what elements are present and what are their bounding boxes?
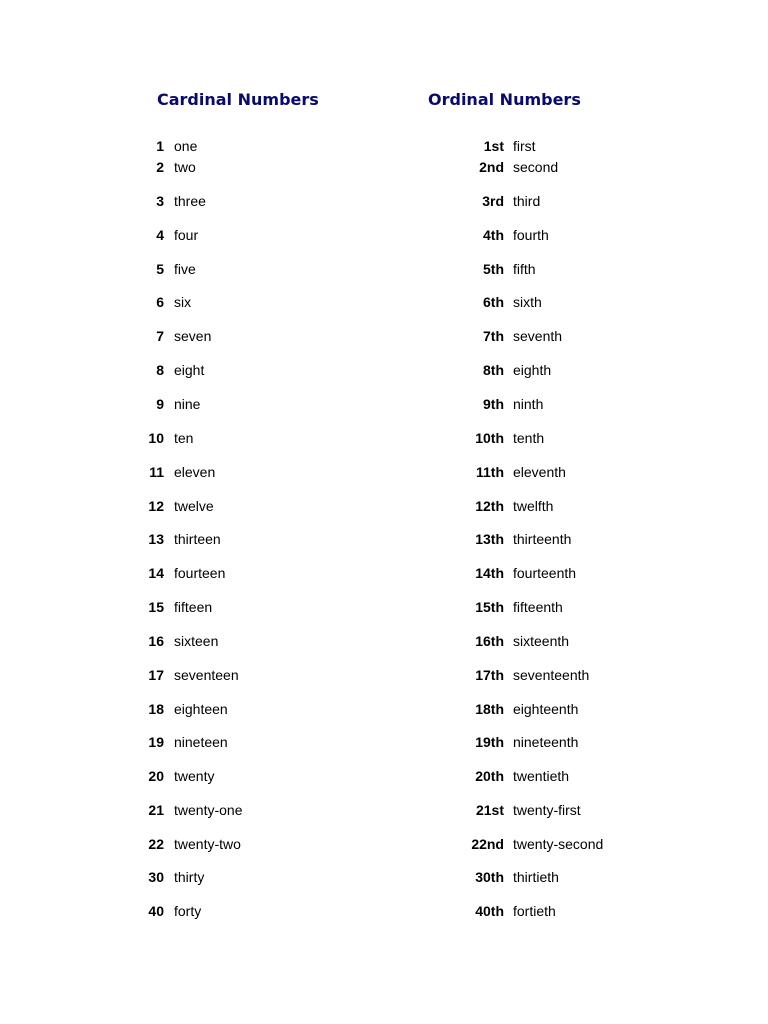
ordinal-word: fortieth	[513, 903, 556, 919]
ordinal-word: fourteenth	[513, 565, 577, 581]
ordinal-word: sixteenth	[513, 633, 570, 649]
ordinal-word: twelfth	[513, 498, 554, 514]
ordinal-number: 21st	[475, 802, 504, 818]
cardinal-number: 7	[156, 328, 164, 344]
cardinal-numbers-heading: Cardinal Numbers	[157, 90, 319, 109]
cardinal-word: four	[174, 227, 199, 243]
table-row	[0, 428, 768, 448]
cardinal-number: 10	[148, 430, 164, 446]
table-row	[0, 225, 768, 245]
ordinal-word: thirteenth	[513, 531, 572, 547]
ordinal-number: 5th	[483, 261, 504, 277]
table-row	[0, 766, 768, 786]
ordinal-word: twenty-second	[513, 836, 604, 852]
cardinal-word: five	[174, 261, 196, 277]
cardinal-number: 9	[156, 396, 164, 412]
cardinal-word: seven	[174, 328, 212, 344]
cardinal-word: six	[174, 294, 192, 310]
table-row	[0, 462, 768, 482]
ordinal-number: 14th	[475, 565, 504, 581]
cardinal-number: 13	[148, 531, 164, 547]
ordinal-word: fifth	[513, 261, 536, 277]
ordinal-number: 17th	[475, 667, 504, 683]
cardinal-word: thirteen	[174, 531, 221, 547]
cardinal-number: 19	[148, 734, 164, 750]
ordinal-number: 2nd	[479, 159, 504, 175]
ordinal-number: 40th	[475, 903, 504, 919]
ordinal-number: 19th	[475, 734, 504, 750]
ordinal-number: 1st	[483, 138, 504, 154]
ordinal-word: fifteenth	[513, 599, 563, 615]
table-row	[0, 394, 768, 414]
cardinal-number: 30	[148, 869, 164, 885]
cardinal-number: 21	[148, 802, 164, 818]
ordinal-number: 13th	[475, 531, 504, 547]
cardinal-word: forty	[174, 903, 202, 919]
table-row	[0, 597, 768, 617]
cardinal-word: thirty	[174, 869, 205, 885]
ordinal-word: thirtieth	[513, 869, 559, 885]
ordinal-number: 7th	[483, 328, 504, 344]
ordinal-word: twentieth	[513, 768, 570, 784]
cardinal-number: 16	[148, 633, 164, 649]
ordinal-word: third	[513, 193, 541, 209]
cardinal-word: nine	[174, 396, 201, 412]
table-row	[0, 732, 768, 752]
ordinal-number: 10th	[475, 430, 504, 446]
cardinal-number: 12	[148, 498, 164, 514]
cardinal-word: twenty	[174, 768, 215, 784]
ordinal-word: sixth	[513, 294, 542, 310]
ordinal-number: 11th	[475, 464, 504, 480]
cardinal-number: 5	[156, 261, 164, 277]
ordinal-word: seventeenth	[513, 667, 590, 683]
cardinal-word: nineteen	[174, 734, 228, 750]
ordinal-number: 30th	[475, 869, 504, 885]
ordinal-number: 4th	[483, 227, 504, 243]
table-row	[0, 563, 768, 583]
cardinal-number: 4	[156, 227, 164, 243]
ordinal-word: nineteenth	[513, 734, 579, 750]
ordinal-number: 20th	[475, 768, 504, 784]
table-row	[0, 292, 768, 312]
ordinal-word: eighth	[513, 362, 552, 378]
cardinal-word: eleven	[174, 464, 216, 480]
cardinal-number: 8	[156, 362, 164, 378]
cardinal-word: sixteen	[174, 633, 219, 649]
ordinal-number: 18th	[475, 701, 504, 717]
cardinal-number: 14	[148, 565, 164, 581]
cardinal-number: 6	[156, 294, 164, 310]
ordinal-number: 16th	[475, 633, 504, 649]
table-row	[0, 136, 768, 156]
cardinal-number: 2	[156, 159, 164, 175]
cardinal-number: 40	[148, 903, 164, 919]
cardinal-word: fifteen	[174, 599, 213, 615]
ordinal-word: first	[513, 138, 536, 154]
cardinal-word: two	[174, 159, 196, 175]
cardinal-number: 17	[148, 667, 164, 683]
table-row	[0, 800, 768, 820]
table-row	[0, 901, 768, 921]
cardinal-word: three	[174, 193, 206, 209]
ordinal-word: seventh	[513, 328, 563, 344]
cardinal-number: 11	[149, 464, 164, 480]
table-row	[0, 360, 768, 380]
ordinal-word: twenty-first	[513, 802, 581, 818]
cardinal-number: 3	[156, 193, 164, 209]
ordinal-word: fourth	[513, 227, 549, 243]
ordinal-numbers-heading: Ordinal Numbers	[428, 90, 581, 109]
ordinal-word: eleventh	[513, 464, 566, 480]
table-row	[0, 259, 768, 279]
ordinal-number: 3rd	[482, 193, 504, 209]
table-row	[0, 834, 768, 854]
table-row	[0, 529, 768, 549]
cardinal-number: 20	[148, 768, 164, 784]
table-row	[0, 867, 768, 887]
cardinal-word: twenty-two	[174, 836, 241, 852]
cardinal-number: 15	[148, 599, 164, 615]
cardinal-word: fourteen	[174, 565, 226, 581]
cardinal-number: 18	[148, 701, 164, 717]
cardinal-word: twelve	[174, 498, 214, 514]
ordinal-number: 15th	[475, 599, 504, 615]
cardinal-word: seventeen	[174, 667, 239, 683]
cardinal-word: eight	[174, 362, 205, 378]
cardinal-word: one	[174, 138, 198, 154]
cardinal-number: 22	[148, 836, 164, 852]
ordinal-number: 12th	[475, 498, 504, 514]
table-row	[0, 191, 768, 211]
ordinal-word: second	[513, 159, 559, 175]
cardinal-word: twenty-one	[174, 802, 243, 818]
table-row	[0, 699, 768, 719]
ordinal-number: 22nd	[471, 836, 504, 852]
cardinal-word: eighteen	[174, 701, 228, 717]
cardinal-number: 1	[156, 138, 164, 154]
table-row	[0, 326, 768, 346]
ordinal-number: 9th	[483, 396, 504, 412]
ordinal-number: 6th	[483, 294, 504, 310]
ordinal-word: eighteenth	[513, 701, 579, 717]
ordinal-number: 8th	[483, 362, 504, 378]
table-row	[0, 665, 768, 685]
cardinal-word: ten	[174, 430, 194, 446]
ordinal-word: tenth	[513, 430, 545, 446]
table-row	[0, 157, 768, 177]
table-row	[0, 496, 768, 516]
table-row	[0, 631, 768, 651]
ordinal-word: ninth	[513, 396, 544, 412]
